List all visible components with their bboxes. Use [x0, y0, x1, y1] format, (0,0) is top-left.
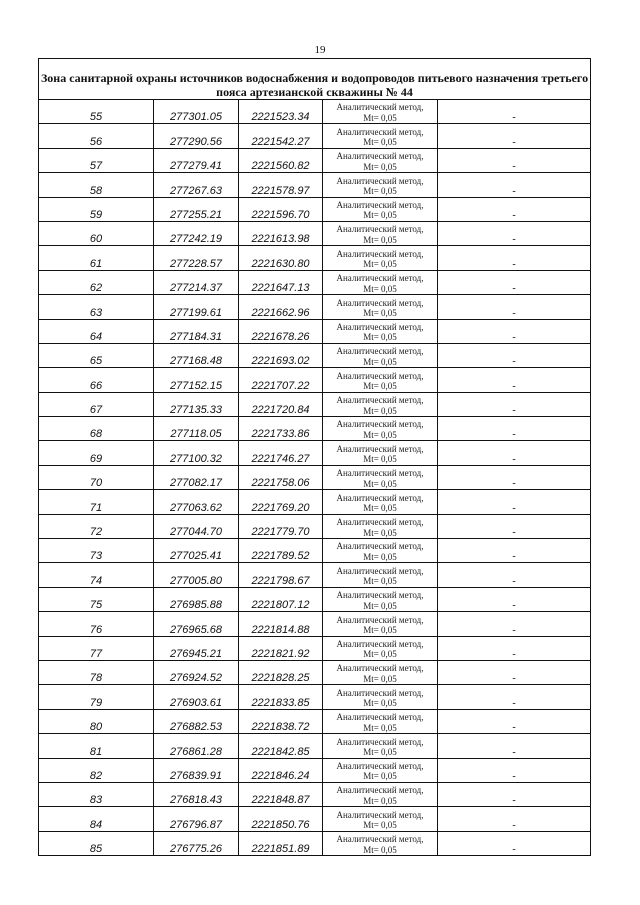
x-coordinate-cell: 277184.31 — [154, 319, 239, 343]
point-number-cell: 79 — [39, 685, 154, 709]
y-coordinate-cell: 2221578.97 — [239, 173, 323, 197]
method-name: Аналитический метод, — [336, 687, 424, 698]
table-row — [39, 539, 591, 563]
point-number-cell: 76 — [39, 612, 154, 636]
x-coordinate-cell: 276985.88 — [154, 587, 239, 611]
y-coordinate-cell: 2221807.12 — [239, 587, 323, 611]
point-number-cell: 83 — [39, 782, 154, 806]
x-coordinate-cell: 277290.56 — [154, 124, 239, 148]
method-name: Аналитический метод, — [336, 248, 424, 259]
method-accuracy: Mt= 0,05 — [363, 600, 397, 611]
point-number-cell: 81 — [39, 734, 154, 758]
table-row — [39, 587, 591, 611]
note-cell: - — [438, 124, 591, 148]
method-accuracy: Mt= 0,05 — [363, 844, 397, 855]
point-number-cell: 69 — [39, 441, 154, 465]
method-accuracy: Mt= 0,05 — [363, 625, 397, 636]
table-row — [39, 124, 591, 148]
method-accuracy: Mt= 0,05 — [363, 186, 397, 197]
x-coordinate-cell: 276965.68 — [154, 612, 239, 636]
note-cell: - — [438, 465, 591, 489]
method-accuracy: Mt= 0,05 — [363, 673, 397, 684]
y-coordinate-cell: 2221523.34 — [239, 100, 323, 124]
y-coordinate-cell: 2221851.89 — [239, 831, 323, 855]
x-coordinate-cell: 277255.21 — [154, 197, 239, 221]
y-coordinate-cell: 2221542.27 — [239, 124, 323, 148]
x-coordinate-cell: 277005.80 — [154, 563, 239, 587]
y-coordinate-cell: 2221707.22 — [239, 368, 323, 392]
method-name: Аналитический метод, — [336, 809, 424, 820]
coordinates-table — [38, 58, 591, 856]
note-cell: - — [438, 831, 591, 855]
method-cell — [323, 319, 438, 343]
method-cell — [323, 270, 438, 294]
y-coordinate-cell: 2221814.88 — [239, 612, 323, 636]
method-accuracy: Mt= 0,05 — [363, 405, 397, 416]
y-coordinate-cell: 2221842.85 — [239, 734, 323, 758]
point-number-cell: 82 — [39, 758, 154, 782]
method-accuracy: Mt= 0,05 — [363, 161, 397, 172]
method-name: Аналитический метод, — [336, 321, 424, 332]
table-row — [39, 221, 591, 245]
x-coordinate-cell: 276903.61 — [154, 685, 239, 709]
method-accuracy: Mt= 0,05 — [363, 747, 397, 758]
method-name: Аналитический метод, — [336, 419, 424, 430]
point-number-cell: 55 — [39, 100, 154, 124]
x-coordinate-cell: 276839.91 — [154, 758, 239, 782]
y-coordinate-cell: 2221789.52 — [239, 539, 323, 563]
method-name: Аналитический метод, — [336, 712, 424, 723]
method-cell — [323, 368, 438, 392]
point-number-cell: 84 — [39, 807, 154, 831]
y-coordinate-cell: 2221828.25 — [239, 660, 323, 684]
method-cell — [323, 417, 438, 441]
table-row — [39, 563, 591, 587]
method-cell — [323, 514, 438, 538]
table-row — [39, 441, 591, 465]
method-cell — [323, 173, 438, 197]
note-cell: - — [438, 343, 591, 367]
table-row — [39, 831, 591, 855]
method-accuracy: Mt= 0,05 — [363, 649, 397, 660]
method-cell — [323, 831, 438, 855]
note-cell: - — [438, 246, 591, 270]
x-coordinate-cell: 277199.61 — [154, 295, 239, 319]
x-coordinate-cell: 276924.52 — [154, 660, 239, 684]
x-coordinate-cell: 277025.41 — [154, 539, 239, 563]
method-cell — [323, 734, 438, 758]
x-coordinate-cell: 277168.48 — [154, 343, 239, 367]
x-coordinate-cell: 277063.62 — [154, 490, 239, 514]
note-cell: - — [438, 221, 591, 245]
method-name: Аналитический метод, — [336, 590, 424, 601]
table-row — [39, 612, 591, 636]
note-cell: - — [438, 417, 591, 441]
page-number: 19 — [314, 44, 326, 56]
table-row — [39, 319, 591, 343]
y-coordinate-cell: 2221758.06 — [239, 465, 323, 489]
point-number-cell: 64 — [39, 319, 154, 343]
method-cell — [323, 490, 438, 514]
method-accuracy: Mt= 0,05 — [363, 503, 397, 514]
method-accuracy: Mt= 0,05 — [363, 698, 397, 709]
point-number-cell: 72 — [39, 514, 154, 538]
note-cell: - — [438, 490, 591, 514]
table-row — [39, 392, 591, 416]
note-cell: - — [438, 514, 591, 538]
method-accuracy: Mt= 0,05 — [363, 454, 397, 465]
y-coordinate-cell: 2221630.80 — [239, 246, 323, 270]
method-name: Аналитический метод, — [336, 663, 424, 674]
note-cell: - — [438, 734, 591, 758]
point-number-cell: 77 — [39, 636, 154, 660]
point-number-cell: 67 — [39, 392, 154, 416]
method-name: Аналитический метод, — [336, 468, 424, 479]
x-coordinate-cell: 277242.19 — [154, 221, 239, 245]
method-cell — [323, 636, 438, 660]
point-number-cell: 60 — [39, 221, 154, 245]
table-row — [39, 709, 591, 733]
table-row — [39, 782, 591, 806]
point-number-cell: 80 — [39, 709, 154, 733]
point-number-cell: 57 — [39, 148, 154, 172]
method-cell — [323, 465, 438, 489]
method-cell — [323, 197, 438, 221]
x-coordinate-cell: 276775.26 — [154, 831, 239, 855]
method-cell — [323, 758, 438, 782]
method-name: Аналитический метод, — [336, 614, 424, 625]
note-cell: - — [438, 587, 591, 611]
method-accuracy: Mt= 0,05 — [363, 576, 397, 587]
x-coordinate-cell: 277279.41 — [154, 148, 239, 172]
table-row — [39, 465, 591, 489]
table-row — [39, 368, 591, 392]
method-name: Аналитический метод, — [336, 736, 424, 747]
point-number-cell: 56 — [39, 124, 154, 148]
x-coordinate-cell: 276945.21 — [154, 636, 239, 660]
point-number-cell: 62 — [39, 270, 154, 294]
y-coordinate-cell: 2221746.27 — [239, 441, 323, 465]
note-cell: - — [438, 612, 591, 636]
y-coordinate-cell: 2221647.13 — [239, 270, 323, 294]
method-accuracy: Mt= 0,05 — [363, 527, 397, 538]
note-cell: - — [438, 319, 591, 343]
method-cell — [323, 148, 438, 172]
method-name: Аналитический метод, — [336, 151, 424, 162]
method-name: Аналитический метод, — [336, 370, 424, 381]
table-row — [39, 490, 591, 514]
table-row — [39, 660, 591, 684]
method-accuracy: Mt= 0,05 — [363, 308, 397, 319]
method-cell — [323, 295, 438, 319]
y-coordinate-cell: 2221693.02 — [239, 343, 323, 367]
method-cell — [323, 343, 438, 367]
method-name: Аналитический метод, — [336, 175, 424, 186]
table-row — [39, 100, 591, 124]
note-cell: - — [438, 782, 591, 806]
y-coordinate-cell: 2221596.70 — [239, 197, 323, 221]
method-accuracy: Mt= 0,05 — [363, 112, 397, 123]
note-cell: - — [438, 563, 591, 587]
table-row — [39, 197, 591, 221]
table-row — [39, 685, 591, 709]
method-accuracy: Mt= 0,05 — [363, 381, 397, 392]
method-name: Аналитический метод, — [336, 785, 424, 796]
method-accuracy: Mt= 0,05 — [363, 137, 397, 148]
method-cell — [323, 392, 438, 416]
y-coordinate-cell: 2221838.72 — [239, 709, 323, 733]
x-coordinate-cell: 276861.28 — [154, 734, 239, 758]
note-cell: - — [438, 758, 591, 782]
note-cell: - — [438, 368, 591, 392]
point-number-cell: 65 — [39, 343, 154, 367]
method-accuracy: Mt= 0,05 — [363, 259, 397, 270]
method-cell — [323, 709, 438, 733]
method-name: Аналитический метод, — [336, 834, 424, 845]
x-coordinate-cell: 277135.33 — [154, 392, 239, 416]
method-cell — [323, 441, 438, 465]
note-cell: - — [438, 685, 591, 709]
note-cell: - — [438, 148, 591, 172]
point-number-cell: 71 — [39, 490, 154, 514]
point-number-cell: 78 — [39, 660, 154, 684]
method-cell — [323, 124, 438, 148]
method-name: Аналитический метод, — [336, 297, 424, 308]
table-title-row — [39, 59, 591, 100]
point-number-cell: 85 — [39, 831, 154, 855]
table-row — [39, 758, 591, 782]
method-name: Аналитический метод, — [336, 273, 424, 284]
y-coordinate-cell: 2221850.76 — [239, 807, 323, 831]
point-number-cell: 75 — [39, 587, 154, 611]
x-coordinate-cell: 277152.15 — [154, 368, 239, 392]
method-name: Аналитический метод, — [336, 565, 424, 576]
x-coordinate-cell: 277082.17 — [154, 465, 239, 489]
x-coordinate-cell: 276796.87 — [154, 807, 239, 831]
note-cell: - — [438, 392, 591, 416]
x-coordinate-cell: 277044.70 — [154, 514, 239, 538]
method-cell — [323, 221, 438, 245]
point-number-cell: 73 — [39, 539, 154, 563]
note-cell: - — [438, 636, 591, 660]
method-name: Аналитический метод, — [336, 517, 424, 528]
method-name: Аналитический метод, — [336, 541, 424, 552]
method-cell — [323, 685, 438, 709]
table-row — [39, 734, 591, 758]
method-cell — [323, 782, 438, 806]
note-cell: - — [438, 197, 591, 221]
note-cell: - — [438, 295, 591, 319]
method-accuracy: Mt= 0,05 — [363, 771, 397, 782]
point-number-cell: 59 — [39, 197, 154, 221]
point-number-cell: 68 — [39, 417, 154, 441]
table-title: Зона санитарной охраны источников водоснабжения и водопроводов питьевого назначения третьего пояса артезианской скважины № 44 — [39, 59, 591, 100]
method-cell — [323, 587, 438, 611]
method-name: Аналитический метод, — [336, 224, 424, 235]
note-cell: - — [438, 660, 591, 684]
x-coordinate-cell: 277301.05 — [154, 100, 239, 124]
point-number-cell: 66 — [39, 368, 154, 392]
table-row — [39, 295, 591, 319]
y-coordinate-cell: 2221720.84 — [239, 392, 323, 416]
method-name: Аналитический метод, — [336, 760, 424, 771]
table-row — [39, 343, 591, 367]
method-accuracy: Mt= 0,05 — [363, 551, 397, 562]
x-coordinate-cell: 277267.63 — [154, 173, 239, 197]
method-accuracy: Mt= 0,05 — [363, 210, 397, 221]
method-cell — [323, 612, 438, 636]
y-coordinate-cell: 2221613.98 — [239, 221, 323, 245]
method-name: Аналитический метод, — [336, 395, 424, 406]
y-coordinate-cell: 2221678.26 — [239, 319, 323, 343]
method-accuracy: Mt= 0,05 — [363, 283, 397, 294]
table-row — [39, 148, 591, 172]
y-coordinate-cell: 2221560.82 — [239, 148, 323, 172]
x-coordinate-cell: 277100.32 — [154, 441, 239, 465]
y-coordinate-cell: 2221848.87 — [239, 782, 323, 806]
note-cell: - — [438, 709, 591, 733]
table-row — [39, 807, 591, 831]
method-name: Аналитический метод, — [336, 638, 424, 649]
y-coordinate-cell: 2221798.67 — [239, 563, 323, 587]
table-row — [39, 514, 591, 538]
y-coordinate-cell: 2221733.86 — [239, 417, 323, 441]
note-cell: - — [438, 173, 591, 197]
method-accuracy: Mt= 0,05 — [363, 356, 397, 367]
method-name: Аналитический метод, — [336, 126, 424, 137]
point-number-cell: 61 — [39, 246, 154, 270]
method-name: Аналитический метод, — [336, 346, 424, 357]
method-cell — [323, 563, 438, 587]
point-number-cell: 74 — [39, 563, 154, 587]
note-cell: - — [438, 441, 591, 465]
y-coordinate-cell: 2221821.92 — [239, 636, 323, 660]
table-row — [39, 173, 591, 197]
note-cell: - — [438, 100, 591, 124]
x-coordinate-cell: 277228.57 — [154, 246, 239, 270]
y-coordinate-cell: 2221662.96 — [239, 295, 323, 319]
method-name: Аналитический метод, — [336, 492, 424, 503]
table-row — [39, 246, 591, 270]
table-row — [39, 270, 591, 294]
method-name: Аналитический метод, — [336, 443, 424, 454]
method-cell — [323, 807, 438, 831]
y-coordinate-cell: 2221779.70 — [239, 514, 323, 538]
method-cell — [323, 100, 438, 124]
note-cell: - — [438, 270, 591, 294]
x-coordinate-cell: 277214.37 — [154, 270, 239, 294]
y-coordinate-cell: 2221846.24 — [239, 758, 323, 782]
method-accuracy: Mt= 0,05 — [363, 478, 397, 489]
table-row — [39, 636, 591, 660]
point-number-cell: 63 — [39, 295, 154, 319]
x-coordinate-cell: 276818.43 — [154, 782, 239, 806]
method-accuracy: Mt= 0,05 — [363, 429, 397, 440]
method-accuracy: Mt= 0,05 — [363, 332, 397, 343]
method-accuracy: Mt= 0,05 — [363, 234, 397, 245]
note-cell: - — [438, 807, 591, 831]
method-cell — [323, 246, 438, 270]
method-cell — [323, 660, 438, 684]
method-accuracy: Mt= 0,05 — [363, 795, 397, 806]
method-accuracy: Mt= 0,05 — [363, 820, 397, 831]
point-number-cell: 58 — [39, 173, 154, 197]
point-number-cell: 70 — [39, 465, 154, 489]
table-row — [39, 417, 591, 441]
method-accuracy: Mt= 0,05 — [363, 722, 397, 733]
x-coordinate-cell: 276882.53 — [154, 709, 239, 733]
method-name: Аналитический метод, — [336, 102, 424, 113]
x-coordinate-cell: 277118.05 — [154, 417, 239, 441]
method-name: Аналитический метод, — [336, 199, 424, 210]
y-coordinate-cell: 2221833.85 — [239, 685, 323, 709]
note-cell: - — [438, 539, 591, 563]
y-coordinate-cell: 2221769.20 — [239, 490, 323, 514]
method-cell — [323, 539, 438, 563]
